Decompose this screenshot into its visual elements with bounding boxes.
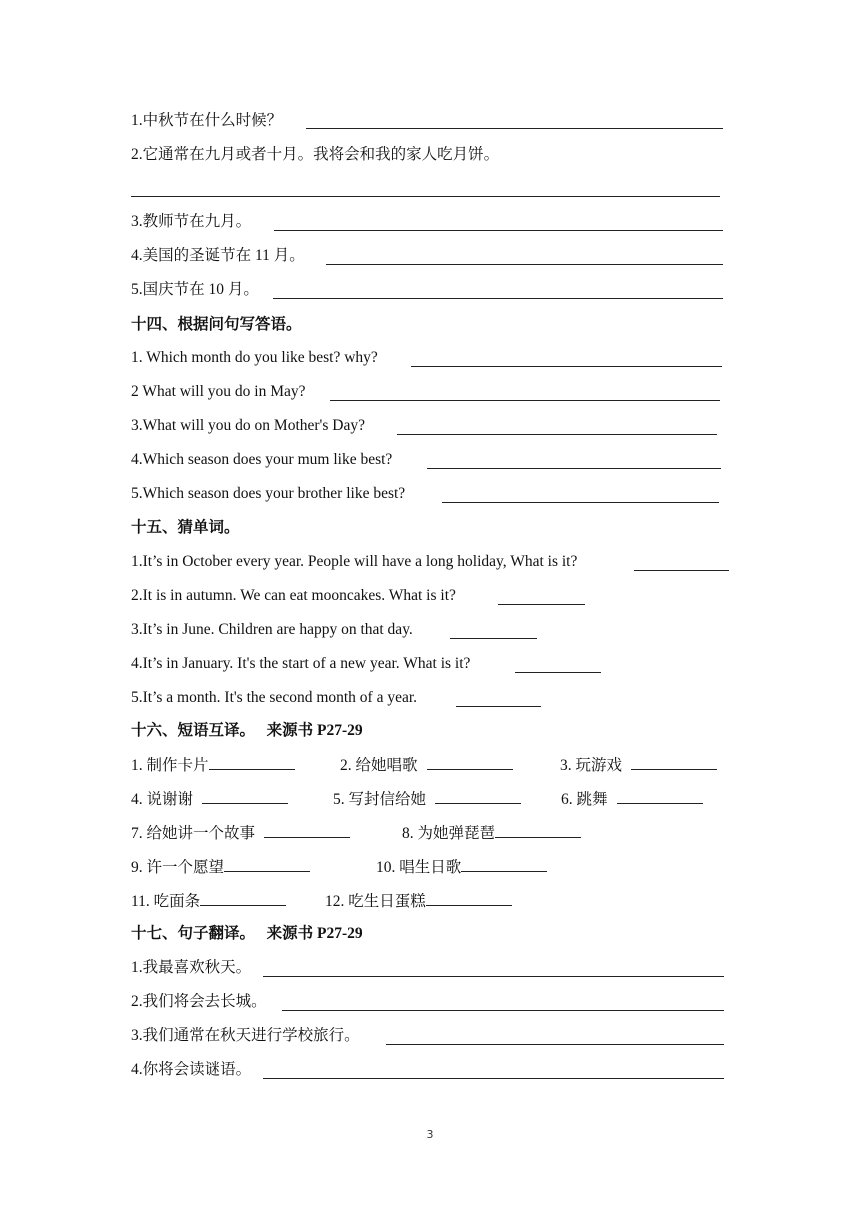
answer-line[interactable]	[515, 672, 601, 673]
s17-item-3	[131, 1026, 360, 1046]
phrase-item-10	[376, 857, 547, 878]
phrase-text: 8. 为她弹琵琶	[402, 825, 496, 842]
s15-item-3-text: 3.It’s in June. Children are happy on that day.	[131, 621, 413, 638]
s17-item-4	[131, 1060, 251, 1080]
answer-line[interactable]	[498, 604, 585, 605]
s14-item-1-text: 1. Which month do you like best? why?	[131, 349, 378, 366]
answer-line[interactable]	[273, 298, 723, 299]
section-16-title	[131, 721, 363, 741]
s14-item-5	[131, 484, 405, 504]
s17-item-2-text: 2.我们将会去长城。	[131, 993, 267, 1010]
answer-line[interactable]	[263, 976, 724, 977]
answer-line[interactable]	[306, 128, 723, 129]
answer-line[interactable]	[386, 1044, 724, 1045]
cn-question-3	[131, 212, 251, 232]
answer-line[interactable]	[224, 857, 310, 872]
cn-question-5-text: 5.国庆节在 10 月。	[131, 281, 259, 298]
s14-item-5-text: 5.Which season does your brother like best?	[131, 485, 406, 502]
phrase-text: 12. 吃生日蛋糕	[325, 893, 426, 910]
cn-question-2-text: 2.它通常在九月或者十月。我将会和我的家人吃月饼。	[131, 146, 500, 163]
s17-item-1	[131, 958, 251, 978]
section-14-title: 十四、根据问句写答语。	[131, 316, 302, 333]
s14-item-3-text: 3.What will you do on Mother's Day?	[131, 417, 365, 434]
s17-item-4-text: 4.你将会读谜语。	[131, 1061, 252, 1078]
section-15-title: 十五、猜单词。	[131, 519, 240, 536]
phrase-item-2	[340, 755, 513, 776]
cn-question-4-text: 4.美国的圣诞节在 11 月。	[131, 247, 305, 264]
phrase-text: 11. 吃面条	[131, 893, 201, 910]
answer-line[interactable]	[131, 196, 720, 197]
s17-item-3-text: 3.我们通常在秋天进行学校旅行。	[131, 1027, 360, 1044]
s15-item-2	[131, 586, 456, 606]
section-17-title	[131, 924, 363, 944]
phrase-item-4	[131, 789, 288, 810]
s15-item-4	[131, 654, 470, 674]
phrase-text: 1. 制作卡片	[131, 757, 209, 774]
s15-item-1	[131, 552, 577, 572]
phrase-item-3	[560, 755, 717, 776]
cn-question-2	[131, 145, 499, 165]
s14-item-4	[131, 450, 392, 470]
answer-line[interactable]	[426, 891, 512, 906]
phrase-text: 4. 说谢谢	[131, 791, 194, 808]
answer-line[interactable]	[202, 789, 288, 804]
answer-line[interactable]	[263, 1078, 724, 1079]
s15-item-4-text: 4.It’s in January. It's the start of a new year. What is it?	[131, 655, 471, 672]
answer-line[interactable]	[442, 502, 719, 503]
phrase-item-1	[131, 755, 295, 776]
answer-line[interactable]	[427, 755, 513, 770]
s15-item-1-text: 1.It’s in October every year. People will have a long holiday, What is it?	[131, 553, 578, 570]
s14-item-1	[131, 348, 378, 368]
phrase-text: 10. 唱生日歌	[376, 859, 462, 876]
phrase-text: 7. 给她讲一个故事	[131, 825, 256, 842]
cn-question-5	[131, 280, 259, 300]
section-16-source: 来源书 P27-29	[266, 722, 363, 739]
answer-line[interactable]	[456, 706, 541, 707]
phrase-item-6	[561, 789, 703, 810]
phrase-text: 3. 玩游戏	[560, 757, 623, 774]
phrase-item-7	[131, 823, 350, 844]
phrase-item-11	[131, 891, 286, 912]
phrase-text: 5. 写封信给她	[333, 791, 427, 808]
phrase-text: 9. 许一个愿望	[131, 859, 225, 876]
phrase-item-12	[325, 891, 512, 912]
answer-line[interactable]	[274, 230, 723, 231]
s14-item-4-text: 4.Which season does your mum like best?	[131, 451, 393, 468]
answer-line[interactable]	[397, 434, 717, 435]
answer-line[interactable]	[282, 1010, 724, 1011]
answer-line[interactable]	[450, 638, 537, 639]
s17-item-2	[131, 992, 267, 1012]
answer-line[interactable]	[435, 789, 521, 804]
s15-item-5-text: 5.It’s a month. It's the second month of a year.	[131, 689, 418, 706]
s14-item-3	[131, 416, 365, 436]
phrase-item-8	[402, 823, 581, 844]
s14-item-2	[131, 382, 306, 402]
cn-question-4	[131, 246, 305, 266]
section-17-heading-text: 十七、句子翻译。	[131, 925, 256, 942]
answer-line[interactable]	[326, 264, 723, 265]
answer-line[interactable]	[617, 789, 703, 804]
section-16-heading-text: 十六、短语互译。	[131, 722, 256, 739]
answer-line[interactable]	[495, 823, 581, 838]
section-17-source: 来源书 P27-29	[266, 925, 363, 942]
phrase-item-5	[333, 789, 521, 810]
answer-line[interactable]	[330, 400, 720, 401]
phrase-text: 2. 给她唱歌	[340, 757, 418, 774]
answer-line[interactable]	[427, 468, 721, 469]
s14-item-2-text: 2 What will you do in May?	[131, 383, 306, 400]
cn-question-1	[131, 111, 282, 131]
answer-line[interactable]	[200, 891, 286, 906]
answer-line[interactable]	[634, 570, 729, 571]
cn-question-1-text: 1.中秋节在什么时候？	[131, 112, 283, 129]
answer-line[interactable]	[209, 755, 295, 770]
answer-line[interactable]	[264, 823, 350, 838]
s15-item-2-text: 2.It is in autumn. We can eat mooncakes. What is it?	[131, 587, 456, 604]
s17-item-1-text: 1.我最喜欢秋天。	[131, 959, 252, 976]
phrase-text: 6. 跳舞	[561, 791, 608, 808]
s15-item-3	[131, 620, 413, 640]
phrase-item-9	[131, 857, 310, 878]
answer-line[interactable]	[411, 366, 722, 367]
page-number: 3	[426, 1128, 434, 1141]
s15-item-5	[131, 688, 417, 708]
answer-line[interactable]	[631, 755, 717, 770]
answer-line[interactable]	[461, 857, 547, 872]
cn-question-3-text: 3.教师节在九月。	[131, 213, 252, 230]
